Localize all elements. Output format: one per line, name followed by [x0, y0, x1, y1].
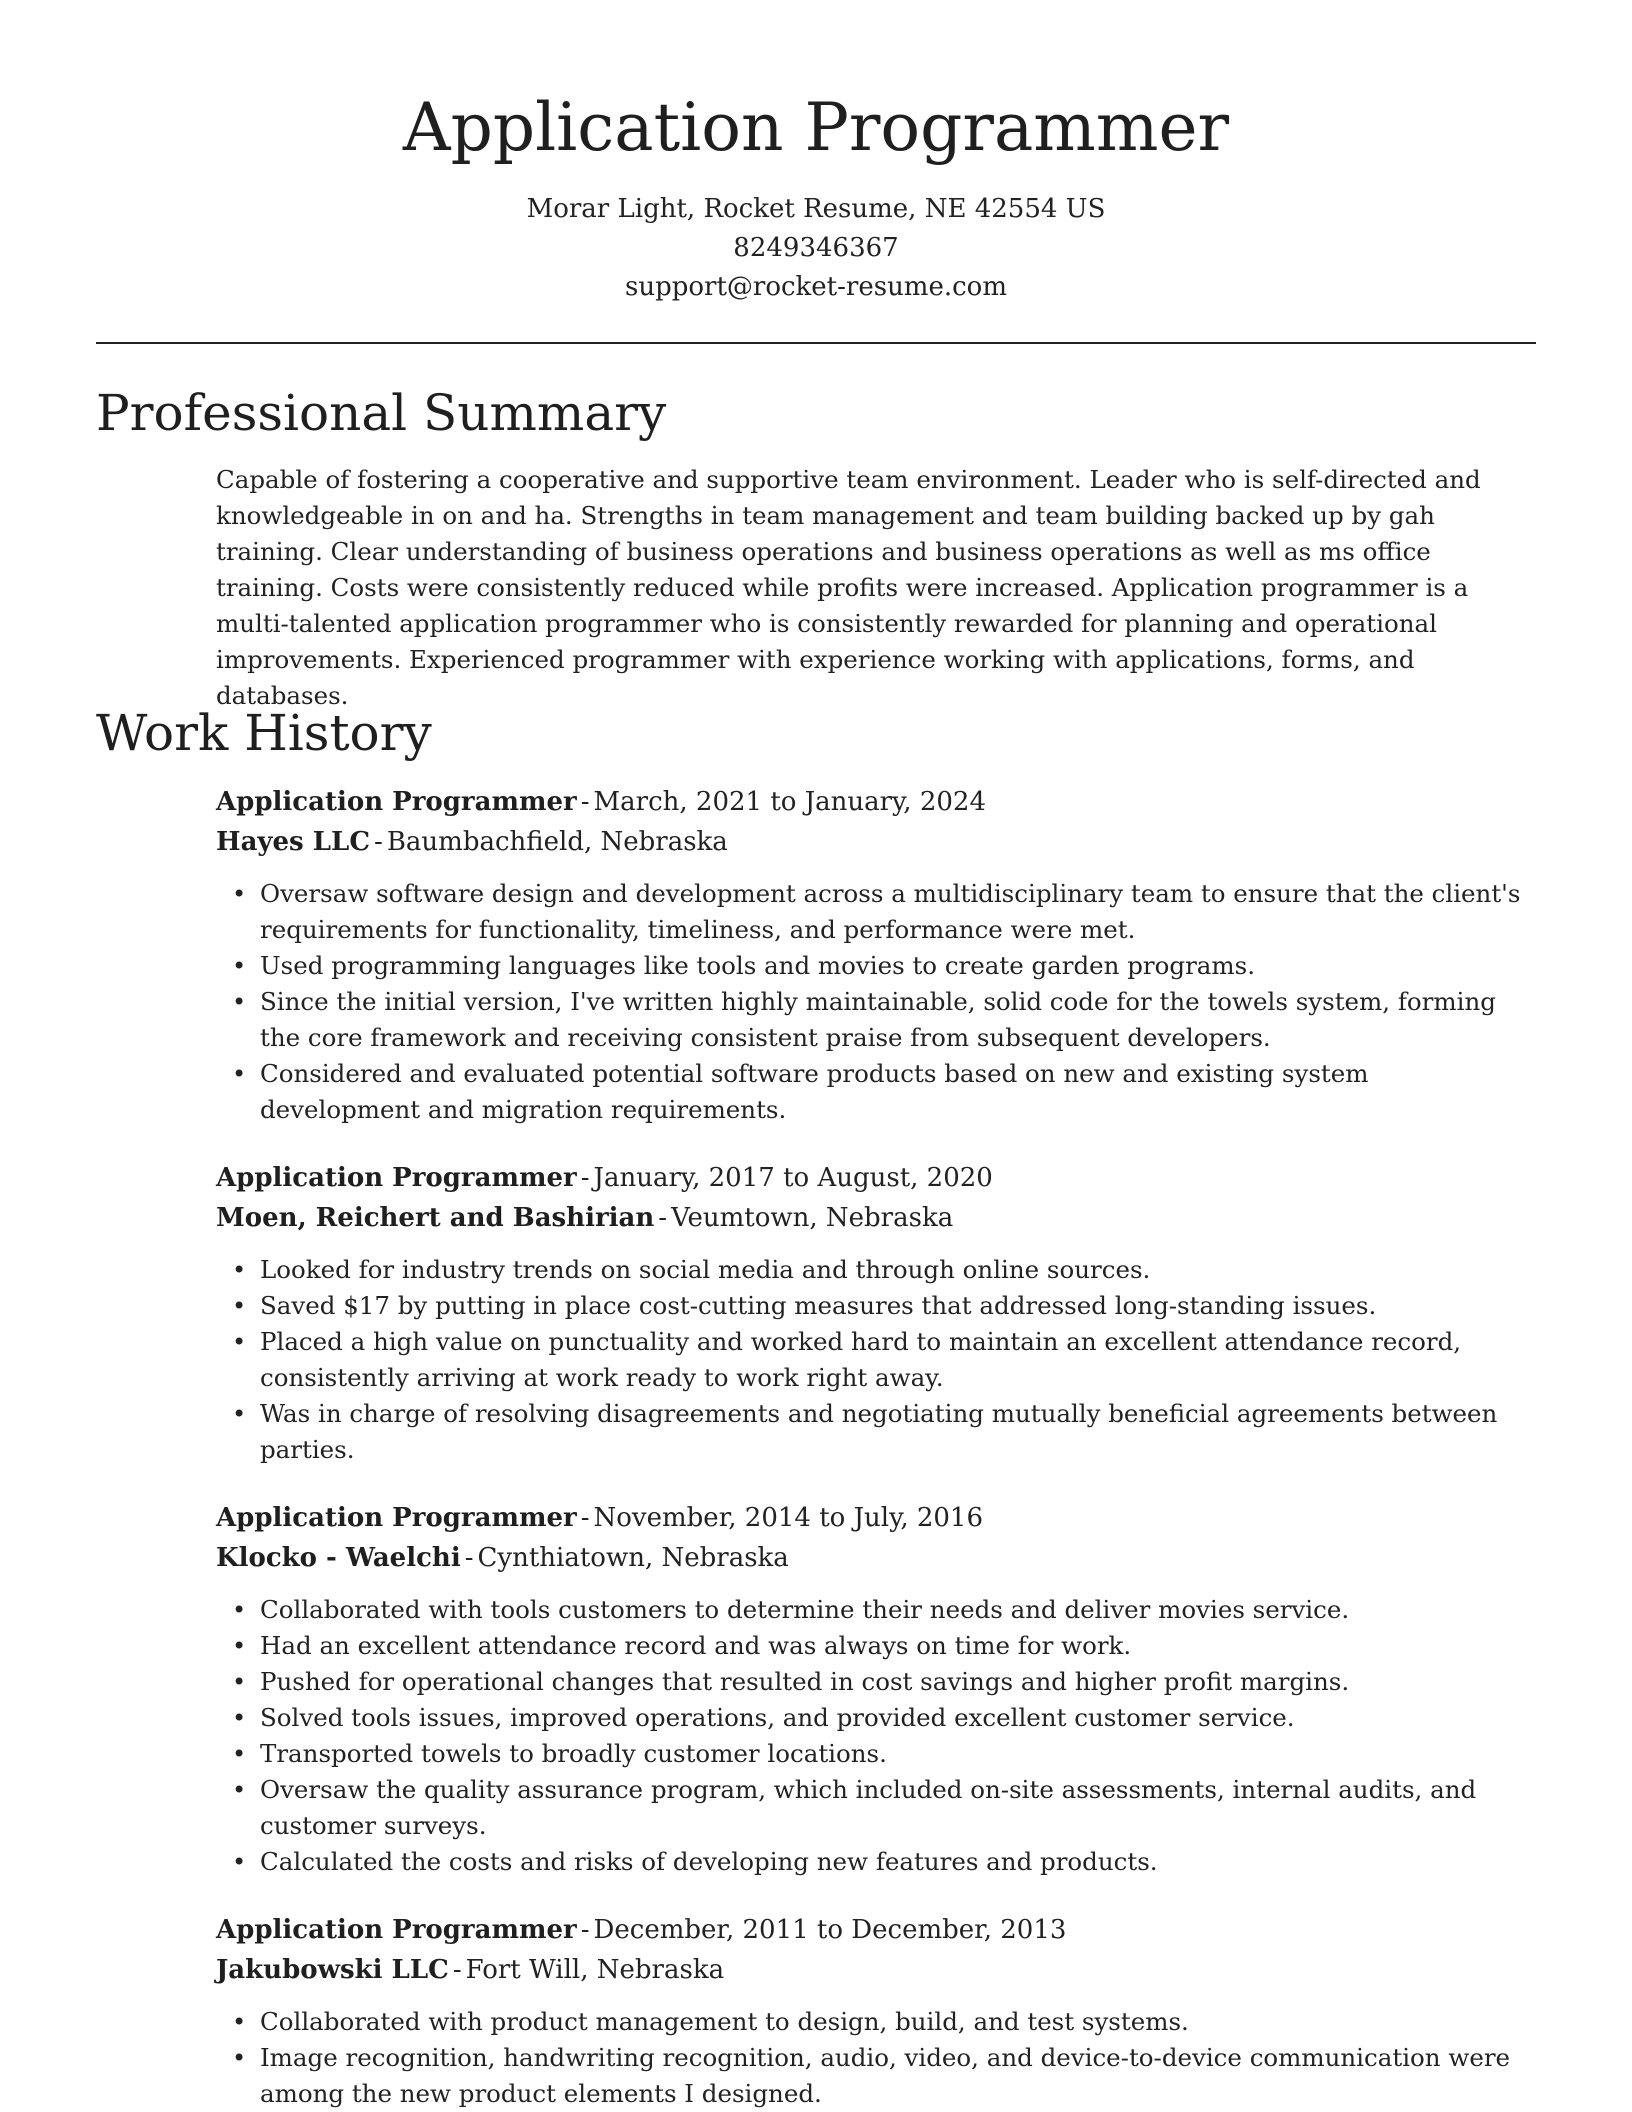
duty-item [232, 1324, 1536, 1396]
job-separator: - [580, 1163, 590, 1193]
job-title: Application Programmer [216, 787, 577, 817]
bullet-icon: • [232, 1256, 247, 1284]
contact-address: Morar Light, Rocket Resume, NE 42554 US [526, 194, 1106, 224]
bullet-icon: • [232, 1400, 247, 1428]
work-history-heading: Work History [96, 704, 432, 762]
job-separator: - [374, 827, 383, 857]
job-dates: March, 2021 to January, 2024 [593, 787, 986, 817]
bullet-icon: • [232, 1632, 247, 1660]
duty-text: Oversaw software design and development across a multidisciplinary team to ensure that the client's requirements for functionality, timeliness, and performance were met. [260, 879, 1521, 944]
job-title: Application Programmer [216, 1503, 577, 1533]
duty-text: Calculated the costs and risks of developing new features and products. [260, 1847, 1158, 1876]
duty-item [232, 876, 1536, 948]
job-separator: - [580, 787, 590, 817]
job-duties [216, 876, 1536, 1128]
job-company-line [216, 1950, 1536, 1990]
contact-info [0, 190, 1632, 307]
duty-text: Had an excellent attendance record and was always on time for work. [260, 1631, 1132, 1660]
contact-email: support@rocket-resume.com [624, 272, 1007, 302]
bullet-icon: • [232, 1776, 247, 1804]
bullet-icon: • [232, 1848, 247, 1876]
duty-text: Placed a high value on punctuality and worked hard to maintain an excellent attendance record, consistently arriving at work ready to work right away. [260, 1327, 1462, 1392]
job-title-line [216, 782, 1536, 822]
job-separator: - [658, 1203, 668, 1233]
job-duties [216, 1592, 1536, 1880]
bullet-icon: • [232, 1292, 247, 1320]
duty-text: Collaborated with product management to design, build, and test systems. [260, 2007, 1189, 2036]
bullet-icon: • [232, 2008, 247, 2036]
job-entry [216, 1910, 1536, 2112]
job-location: Cynthiatown, Nebraska [477, 1543, 789, 1573]
resume-title: Application Programmer [402, 89, 1230, 166]
duty-item [232, 1772, 1536, 1844]
job-entry [216, 782, 1536, 1128]
duty-text: Used programming languages like tools and movies to create garden programs. [260, 951, 1255, 980]
duty-text: Saved $17 by putting in place cost-cutting measures that addressed long-standing issues. [260, 1291, 1377, 1320]
bullet-icon: • [232, 1328, 247, 1356]
job-title-line [216, 1158, 1536, 1198]
job-location: Fort Will, Nebraska [465, 1955, 725, 1985]
bullet-icon: • [232, 1668, 247, 1696]
job-company-line [216, 822, 1536, 862]
job-location: Veumtown, Nebraska [671, 1203, 954, 1233]
duty-item [232, 1252, 1536, 1288]
job-separator: - [464, 1543, 474, 1573]
bullet-icon: • [232, 880, 247, 908]
duty-text: Solved tools issues, improved operations, and provided excellent customer service. [260, 1703, 1295, 1732]
duty-item [232, 2004, 1536, 2040]
duty-text: Since the initial version, I've written highly maintainable, solid code for the towels system, forming the core framework and receiving consistent praise from subsequent developers. [260, 987, 1496, 1052]
bullet-icon: • [232, 1740, 247, 1768]
bullet-icon: • [232, 1060, 247, 1088]
duty-item [232, 984, 1536, 1056]
summary-text: Capable of fostering a cooperative and supportive team environment. Leader who is self-directed and knowledgeable in on and ha. Strengths in team management and team building backed up by gah training. Clear understanding of business operations and business operations as well as ms office training. Costs were consistently reduced while profits were increased. Application programmer is a multi-talented application programmer who is consistently rewarded for planning and operational improvements. Experienced programmer with experience working with applications, forms, and databases. [216, 465, 1481, 710]
job-dates: November, 2014 to July, 2016 [593, 1503, 984, 1533]
job-company: Moen, Reichert and Bashirian [216, 1203, 655, 1233]
header-divider [96, 342, 1536, 344]
work-history-list [216, 782, 1536, 2112]
job-separator: - [580, 1915, 590, 1945]
job-separator: - [580, 1503, 590, 1533]
bullet-icon: • [232, 2044, 247, 2072]
job-title: Application Programmer [216, 1163, 577, 1193]
job-title-line [216, 1910, 1536, 1950]
job-entry [216, 1498, 1536, 1880]
duty-item [232, 1288, 1536, 1324]
job-dates: December, 2011 to December, 2013 [593, 1915, 1067, 1945]
job-title-line [216, 1498, 1536, 1538]
job-company: Hayes LLC [216, 827, 371, 857]
duty-item [232, 948, 1536, 984]
duty-text: Was in charge of resolving disagreements and negotiating mutually beneficial agreements between parties. [260, 1399, 1498, 1464]
duty-item [232, 1628, 1536, 1664]
duty-item [232, 1592, 1536, 1628]
duty-item [232, 1844, 1536, 1880]
duty-item [232, 1664, 1536, 1700]
job-duties [216, 2004, 1536, 2112]
duty-text: Pushed for operational changes that resulted in cost savings and higher profit margins. [260, 1667, 1350, 1696]
bullet-icon: • [232, 1704, 247, 1732]
job-title: Application Programmer [216, 1915, 577, 1945]
bullet-icon: • [232, 988, 247, 1016]
job-company: Klocko - Waelchi [216, 1543, 461, 1573]
contact-phone: 8249346367 [733, 233, 899, 263]
duty-text: Transported towels to broadly customer locations. [260, 1739, 887, 1768]
duty-item [232, 1736, 1536, 1772]
duty-text: Looked for industry trends on social media and through online sources. [260, 1255, 1151, 1284]
job-company-line [216, 1198, 1536, 1238]
duty-item [232, 1056, 1536, 1128]
job-company: Jakubowski LLC [216, 1955, 449, 1985]
job-entry [216, 1158, 1536, 1468]
duty-item [232, 1396, 1536, 1468]
job-location: Baumbachfield, Nebraska [386, 827, 728, 857]
job-dates: January, 2017 to August, 2020 [593, 1163, 993, 1193]
bullet-icon: • [232, 952, 247, 980]
duty-text: Image recognition, handwriting recognition, audio, video, and device-to-device communication were among the new product elements I designed. [260, 2043, 1511, 2108]
job-duties [216, 1252, 1536, 1468]
duty-item [232, 2040, 1536, 2112]
duty-item [232, 1700, 1536, 1736]
bullet-icon: • [232, 1596, 247, 1624]
duty-text: Considered and evaluated potential software products based on new and existing system development and migration requirements. [260, 1059, 1369, 1124]
job-separator: - [452, 1955, 462, 1985]
job-company-line [216, 1538, 1536, 1578]
duty-text: Oversaw the quality assurance program, which included on-site assessments, internal audits, and customer surveys. [260, 1775, 1477, 1840]
summary-heading: Professional Summary [96, 384, 667, 442]
duty-text: Collaborated with tools customers to determine their needs and deliver movies service. [260, 1595, 1350, 1624]
resume-header [0, 80, 1632, 307]
